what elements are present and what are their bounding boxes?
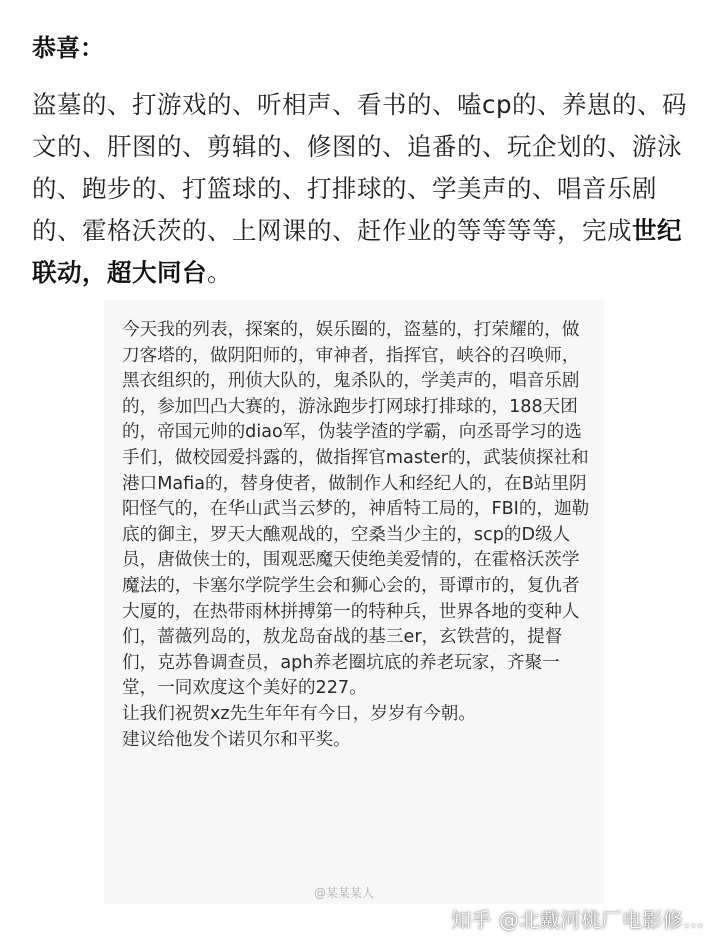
intro-text: 盗墓的、打游戏的、听相声、看书的、嗑cp的、养崽的、码文的、肝图的、剪辑的、修图的、追番的、玩企划的、游泳的、跑步的、打篮球的、打排球的、学美声的、唱音乐剧的、霍格沃茨的、上网课的、赶作业的等等等等，完成	[32, 90, 688, 245]
embedded-paragraph-2: 让我们祝贺xz先生年年有今日，岁岁有今朝。	[122, 703, 476, 724]
intro-end: 。	[207, 258, 232, 287]
embedded-screenshot[interactable]	[104, 300, 604, 904]
zhihu-watermark: 知乎 @北戴河桃厂电影修...	[451, 908, 704, 932]
embedded-paragraph-3: 建议给他发个诺贝尔和平奖。	[122, 729, 351, 750]
embedded-watermark: @某某某人	[314, 886, 375, 900]
post-intro	[32, 84, 692, 294]
intro-bold-text: 世纪联动，超大同台	[32, 216, 682, 287]
post-heading: 恭喜：	[32, 34, 104, 62]
embedded-text	[122, 318, 594, 753]
embedded-paragraph-1: 今天我的列表，探案的，娱乐圈的，盗墓的，打荣耀的，做刀客塔的，做阴阳师的，审神者，指挥官，峡谷的召唤师，黑衣组织的，刑侦大队的，鬼杀队的，学美声的，唱音乐剧的，参加凹凸大赛的，游泳跑步打网球打排球的，188天团的，帝国元帅的diao军，伪装学渣的学霸，向丞哥学习的选手们，做校园爱抖露的，做指挥官master的，武装侦探社和港口Mafia的，替身使者，做制作人和经纪人的，在B站里阴阳怪气的，在华山武当云梦的，神盾特工局的，FBI的，迦勒底的御主，罗天大醮观战的，空桑当少主的，scp的D级人员，唐做侠士的，围观恶魔天使绝美爱情的，在霍格沃茨学魔法的，卡塞尔学院学生会和狮心会的，哥谭市的，复仇者大厦的，在热带雨林拼搏第一的特种兵，世界各地的变种人们，蔷薇列岛的，敖龙岛奋战的基三er，玄铁营的，提督们，克苏鲁调查员，aph养老圈坑底的养老玩家，齐聚一堂，一同欢度这个美好的227。	[122, 320, 590, 699]
